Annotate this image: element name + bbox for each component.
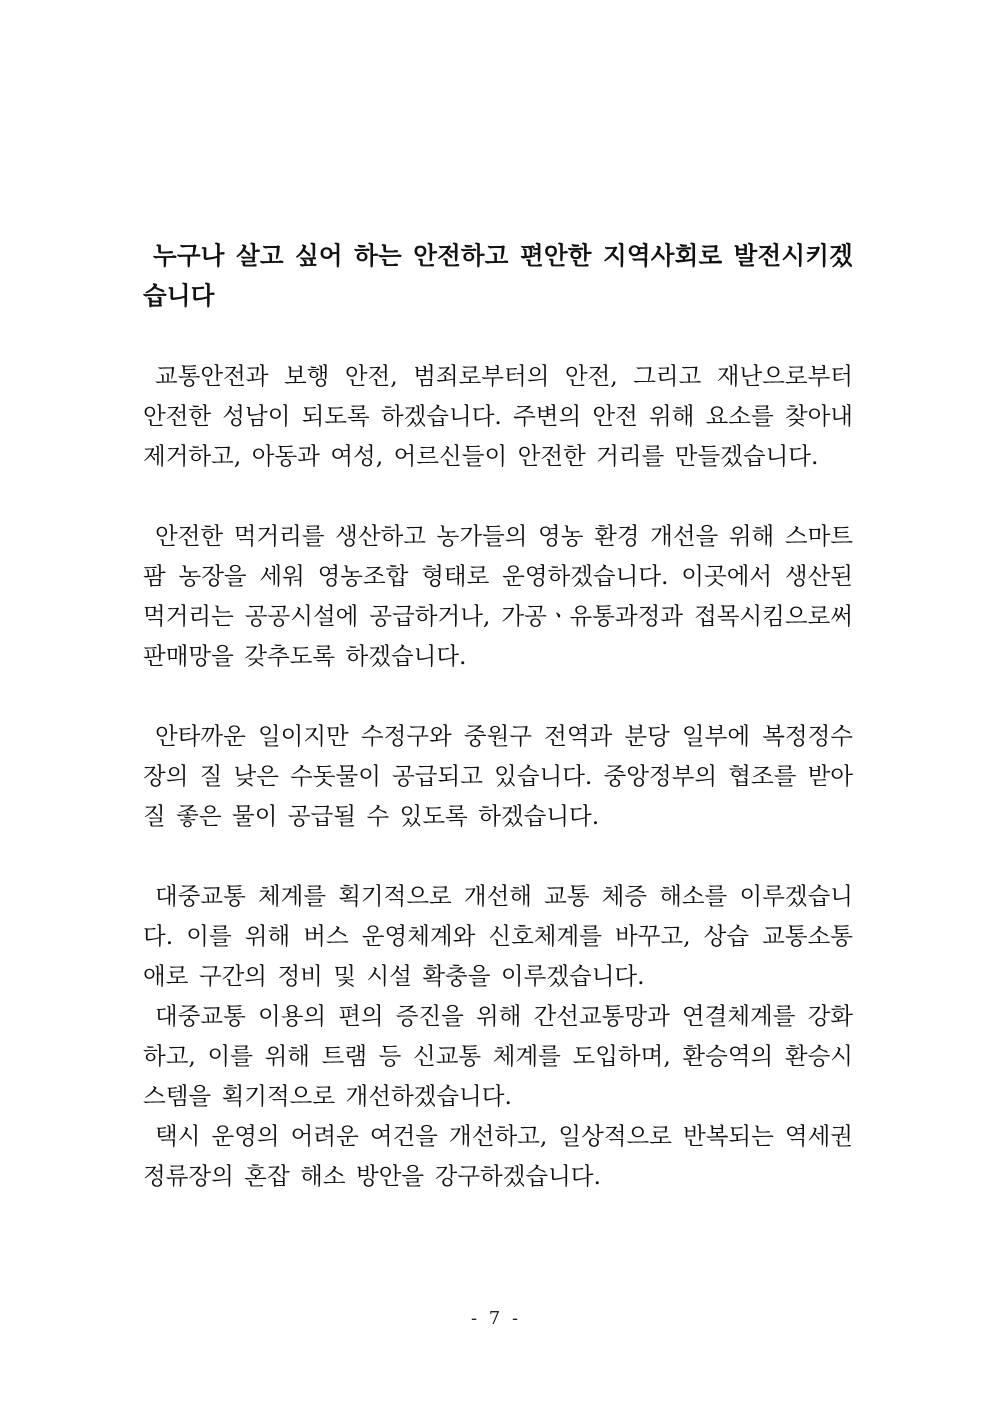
paragraph-water: 안타까운 일이지만 수정구와 중원구 전역과 분당 일부에 복정정수장의 질 낮은 수돗물이 공급되고 있습니다. 중앙정부의 협조를 받아 질 좋은 물이 공급될 수 있도록 하겠습니다.: [143, 722, 853, 830]
paragraph-gap: [143, 476, 853, 516]
paragraph-transit: 대중교통 체계를 획기적으로 개선해 교통 체증 해소를 이루겠습니다. 이를 위해 버스 운영체계와 신호체계를 바꾸고, 상습 교통소통 애로 구간의 정비 및 시설 확충을 이루겠습니다.: [143, 882, 853, 990]
page-content: [143, 236, 853, 1196]
paragraph-safety: 교통안전과 보행 안전, 범죄로부터의 안전, 그리고 재난으로부터 안전한 성남이 되도록 하겠습니다. 주변의 안전 위해 요소를 찾아내 제거하고, 아동과 여성, 어르신들이 안전한 거리를 만들겠습니다.: [143, 362, 853, 470]
paragraph-gap: [143, 676, 853, 716]
page-number: - 7 -: [470, 1308, 522, 1329]
paragraph-taxi: 택시 운영의 어려운 여건을 개선하고, 일상적으로 반복되는 역세권 정류장의 혼잡 해소 방안을 강구하겠습니다.: [143, 1122, 853, 1190]
paragraph-transit-convenience: 대중교통 이용의 편의 증진을 위해 간선교통망과 연결체계를 강화하고, 이를 위해 트램 등 신교통 체계를 도입하며, 환승역의 환승시스템을 획기적으로 개선하겠습니다.: [143, 1002, 853, 1110]
paragraph-food: 안전한 먹거리를 생산하고 농가들의 영농 환경 개선을 위해 스마트팜 농장을 세워 영농조합 형태로 운영하겠습니다. 이곳에서 생산된 먹거리는 공공시설에 공급하거나, 가공ㆍ유통과정과 접목시킴으로써 판매망을 갖추도록 하겠습니다.: [143, 522, 853, 670]
paragraph-gap: [143, 836, 853, 876]
section-heading: 누구나 살고 싶어 하는 안전하고 편안한 지역사회로 발전시키겠습니다: [143, 241, 853, 310]
